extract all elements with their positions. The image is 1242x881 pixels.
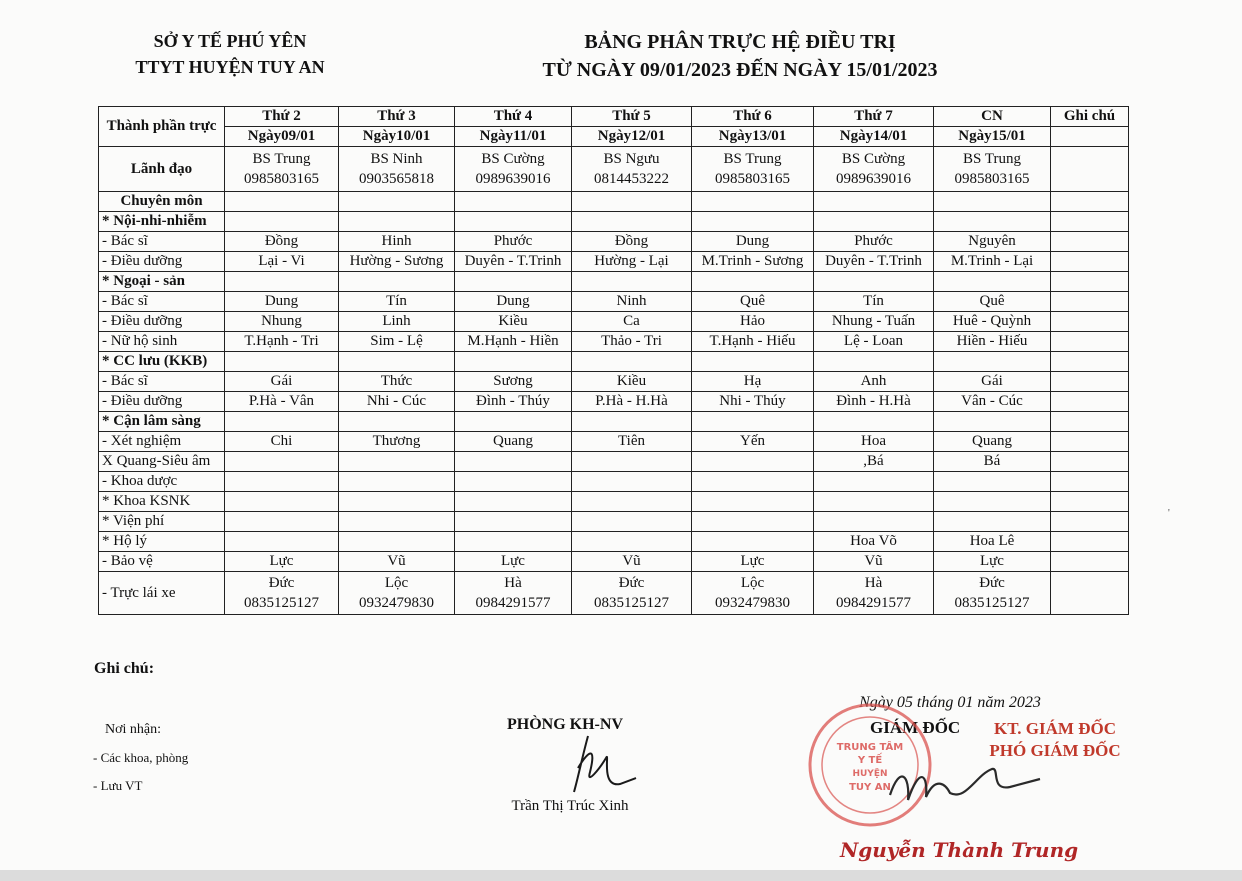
duty-cell — [225, 532, 339, 552]
org-line-1: SỞ Y TẾ PHÚ YÊN — [153, 31, 307, 51]
duty-cell: Thương — [339, 432, 455, 452]
date-row — [99, 127, 1129, 147]
notes-cell — [1051, 512, 1129, 532]
duty-cell — [225, 412, 339, 432]
driver-name: Đức — [979, 575, 1005, 591]
department-signature — [560, 728, 640, 798]
leader-phone: 0985803165 — [954, 171, 1030, 187]
duty-cell — [225, 472, 339, 492]
duty-cell — [225, 272, 339, 292]
driver-name: Đức — [618, 575, 645, 591]
duty-cell — [692, 492, 814, 512]
issuing-organization — [95, 28, 365, 80]
duty-cell: ,Bá — [814, 452, 934, 472]
notes-cell — [1051, 232, 1129, 252]
duty-cell — [814, 512, 934, 532]
leader-phone: 0989639016 — [836, 171, 911, 187]
duty-cell — [225, 352, 339, 372]
duty-cell: Lực — [692, 552, 814, 572]
table-row — [99, 452, 1129, 472]
duty-cell — [455, 492, 572, 512]
duty-cell — [339, 212, 455, 232]
notes-cell — [1051, 192, 1129, 212]
department-signer-name: Trần Thị Trúc Xinh — [511, 798, 629, 814]
header-row — [99, 107, 1129, 127]
leader-cell — [934, 147, 1051, 192]
duty-cell — [339, 272, 455, 292]
table-row — [99, 492, 1129, 512]
table-row — [99, 312, 1129, 332]
date-header: Ngày09/01 — [225, 127, 339, 147]
notes-header: Ghi chú — [1051, 107, 1129, 127]
duty-cell: M.Hạnh - Hiền — [455, 332, 572, 352]
duty-cell: Hoa Lê — [934, 532, 1051, 552]
duty-cell: Quê — [692, 292, 814, 312]
driver-name: Hà — [864, 575, 883, 591]
date-header: Ngày10/01 — [339, 127, 455, 147]
notes-cell — [1051, 332, 1129, 352]
duty-cell: Hiền - Hiếu — [934, 332, 1051, 352]
page-edge — [0, 870, 1242, 881]
duty-cell: Ca — [572, 312, 692, 332]
duty-cell — [934, 412, 1051, 432]
duty-cell — [572, 512, 692, 532]
recipient-item: - Lưu VT — [93, 778, 143, 793]
row-label: - Xét nghiệm — [99, 432, 225, 452]
duty-cell — [934, 272, 1051, 292]
svg-text:TRUNG TÂM: TRUNG TÂM — [836, 742, 904, 753]
duty-cell: Hường - Sương — [339, 252, 455, 272]
driver-cell — [814, 572, 934, 615]
duty-cell — [814, 192, 934, 212]
duty-cell: Nguyên — [934, 232, 1051, 252]
row-label: Chuyên môn — [99, 192, 225, 212]
table-row — [99, 552, 1129, 572]
duty-cell: Anh — [814, 372, 934, 392]
driver-cell — [225, 572, 339, 615]
day-header: Thứ 6 — [692, 107, 814, 127]
duty-cell: Lệ - Loan — [814, 332, 934, 352]
duty-cell: Lại - Vi — [225, 252, 339, 272]
table-row — [99, 332, 1129, 352]
driver-phone: 0835125127 — [594, 595, 669, 611]
leader-name: BS Trung — [963, 151, 1021, 167]
duty-cell: Gái — [934, 372, 1051, 392]
department-title: PHÒNG KH-NV — [507, 716, 623, 733]
table-row — [99, 432, 1129, 452]
duty-cell: Gái — [225, 372, 339, 392]
table-row — [99, 352, 1129, 372]
row-label: - Bác sĩ — [99, 232, 225, 252]
duty-cell — [339, 412, 455, 432]
duty-cell — [692, 272, 814, 292]
duty-cell — [339, 492, 455, 512]
duty-cell — [692, 472, 814, 492]
duty-cell — [225, 512, 339, 532]
driver-cell — [455, 572, 572, 615]
duty-cell: Duyên - T.Trinh — [814, 252, 934, 272]
duty-cell: Lực — [225, 552, 339, 572]
deputy-line-2: PHÓ GIÁM ĐỐC — [989, 741, 1121, 760]
day-header: Thứ 5 — [572, 107, 692, 127]
leader-phone: 0903565818 — [359, 171, 434, 187]
table-row — [99, 532, 1129, 552]
duty-cell: Lực — [455, 552, 572, 572]
table-row — [99, 252, 1129, 272]
driver-phone: 0835125127 — [954, 595, 1030, 611]
leader-phone: 0985803165 — [715, 171, 790, 187]
duty-cell: Thức — [339, 372, 455, 392]
recipients-title: Nơi nhận: — [105, 722, 162, 737]
duty-cell — [455, 352, 572, 372]
driver-phone: 0835125127 — [244, 595, 319, 611]
duty-cell — [692, 532, 814, 552]
duty-cell — [934, 352, 1051, 372]
row-label: * Cận lâm sàng — [99, 412, 225, 432]
duty-cell — [455, 472, 572, 492]
notes-cell — [1051, 472, 1129, 492]
table-row — [99, 412, 1129, 432]
notes-cell — [1051, 432, 1129, 452]
notes-cell — [1051, 292, 1129, 312]
corner-header: Thành phần trực — [99, 107, 225, 147]
notes-cell — [1051, 552, 1129, 572]
leader-cell — [814, 147, 934, 192]
duty-cell: Vũ — [814, 552, 934, 572]
duty-cell — [455, 532, 572, 552]
duty-cell: P.Hà - Vân — [225, 392, 339, 412]
duty-cell: Nhi - Thúy — [692, 392, 814, 412]
leader-cell — [455, 147, 572, 192]
notes-cell — [1051, 272, 1129, 292]
leader-name: BS Ngưu — [603, 151, 660, 167]
notes-cell — [1051, 572, 1129, 615]
duty-cell: Kiều — [572, 372, 692, 392]
duty-cell: Nhung — [225, 312, 339, 332]
duty-cell — [455, 512, 572, 532]
duty-cell: Bá — [934, 452, 1051, 472]
leadership-row — [99, 147, 1129, 192]
duty-cell — [339, 512, 455, 532]
table-row — [99, 472, 1129, 492]
duty-cell: Huê - Quỳnh — [934, 312, 1051, 332]
duty-cell: Đình - H.Hà — [814, 392, 934, 412]
notes-cell — [1051, 252, 1129, 272]
row-label: - Trực lái xe — [99, 572, 225, 615]
driver-name: Đức — [268, 575, 295, 591]
duty-cell: Dung — [225, 292, 339, 312]
duty-cell — [934, 492, 1051, 512]
duty-cell — [339, 472, 455, 492]
table-row — [99, 292, 1129, 312]
driver-name: Lộc — [740, 575, 765, 591]
duty-cell: Sương — [455, 372, 572, 392]
leader-cell — [692, 147, 814, 192]
director-signature — [880, 745, 1050, 825]
notes-cell — [1051, 212, 1129, 232]
duty-cell — [455, 412, 572, 432]
duty-cell: Dung — [455, 292, 572, 312]
title-line-1: BẢNG PHÂN TRỰC HỆ ĐIỀU TRỊ — [584, 31, 896, 53]
duty-schedule-table — [98, 106, 1129, 615]
duty-cell: Hảo — [692, 312, 814, 332]
driver-cell — [692, 572, 814, 615]
org-line-2: TTYT HUYỆN TUY AN — [135, 57, 325, 77]
margin-mark: ' — [1168, 508, 1170, 519]
duty-cell: Vũ — [572, 552, 692, 572]
recipient-item: - Các khoa, phòng — [93, 750, 189, 765]
duty-cell: Linh — [339, 312, 455, 332]
duty-cell — [572, 492, 692, 512]
duty-cell — [934, 212, 1051, 232]
row-label: * Khoa KSNK — [99, 492, 225, 512]
date-header: Ngày12/01 — [572, 127, 692, 147]
duty-cell — [455, 212, 572, 232]
table-row — [99, 272, 1129, 292]
duty-cell — [692, 412, 814, 432]
duty-cell — [692, 192, 814, 212]
duty-cell: Đồng — [572, 232, 692, 252]
row-label: * Nội-nhi-nhiễm — [99, 212, 225, 232]
row-label: - Bác sĩ — [99, 292, 225, 312]
driver-name: Lộc — [384, 575, 409, 591]
row-label: * CC lưu (KKB) — [99, 352, 225, 372]
duty-cell: Quê — [934, 292, 1051, 312]
duty-cell: P.Hà - H.Hà — [572, 392, 692, 412]
notes-cell — [1051, 127, 1129, 147]
duty-cell: Thảo - Tri — [572, 332, 692, 352]
duty-cell: Chi — [225, 432, 339, 452]
row-label: - Nữ hộ sinh — [99, 332, 225, 352]
row-label: - Điều dưỡng — [99, 392, 225, 412]
duty-cell — [572, 352, 692, 372]
driver-name: Hà — [504, 575, 522, 591]
leader-cell — [339, 147, 455, 192]
date-header: Ngày13/01 — [692, 127, 814, 147]
duty-cell — [692, 452, 814, 472]
date-header: Ngày15/01 — [934, 127, 1051, 147]
notes-cell — [1051, 532, 1129, 552]
duty-cell: Hoa Võ — [814, 532, 934, 552]
duty-cell — [572, 412, 692, 432]
duty-cell: Quang — [455, 432, 572, 452]
driver-phone: 0984291577 — [475, 595, 551, 611]
driver-cell — [339, 572, 455, 615]
duty-cell — [814, 212, 934, 232]
duty-cell: Tiên — [572, 432, 692, 452]
notes-cell — [1051, 147, 1129, 192]
row-label: - Bác sĩ — [99, 372, 225, 392]
driver-row — [99, 572, 1129, 615]
notes-cell — [1051, 452, 1129, 472]
duty-cell — [814, 272, 934, 292]
duty-cell: T.Hạnh - Hiếu — [692, 332, 814, 352]
notes-cell — [1051, 372, 1129, 392]
notes-cell — [1051, 352, 1129, 372]
duty-cell — [455, 192, 572, 212]
duty-cell: Phước — [455, 232, 572, 252]
duty-cell — [572, 212, 692, 232]
duty-cell: Vũ — [339, 552, 455, 572]
notes-cell — [1051, 492, 1129, 512]
svg-text:HUYỆN: HUYỆN — [852, 769, 888, 779]
duty-cell — [934, 192, 1051, 212]
director-title: GIÁM ĐỐC — [870, 718, 961, 737]
duty-cell — [339, 452, 455, 472]
duty-cell: Ninh — [572, 292, 692, 312]
table-row — [99, 212, 1129, 232]
duty-cell — [455, 452, 572, 472]
duty-cell: M.Trinh - Sương — [692, 252, 814, 272]
duty-cell: Hường - Lại — [572, 252, 692, 272]
leader-name: BS Ninh — [370, 151, 423, 167]
duty-cell — [572, 532, 692, 552]
driver-cell — [572, 572, 692, 615]
duty-cell — [572, 192, 692, 212]
day-header: Thứ 4 — [455, 107, 572, 127]
notes-cell — [1051, 312, 1129, 332]
duty-cell: M.Trinh - Lại — [934, 252, 1051, 272]
leader-phone: 0814453222 — [594, 171, 669, 187]
duty-cell — [934, 472, 1051, 492]
document-title — [470, 28, 1010, 84]
signing-date: Ngày 05 tháng 01 năm 2023 — [859, 694, 1041, 711]
day-header: CN — [934, 107, 1051, 127]
row-label: Lãnh đạo — [99, 147, 225, 192]
duty-cell: Dung — [692, 232, 814, 252]
leader-cell — [572, 147, 692, 192]
notes-cell — [1051, 412, 1129, 432]
day-header: Thứ 7 — [814, 107, 934, 127]
driver-phone: 0932479830 — [359, 595, 434, 611]
duty-cell: Quang — [934, 432, 1051, 452]
duty-cell — [339, 192, 455, 212]
duty-cell — [692, 512, 814, 532]
svg-text:Y TẾ: Y TẾ — [857, 755, 883, 766]
day-header: Thứ 3 — [339, 107, 455, 127]
duty-cell — [814, 412, 934, 432]
duty-cell — [814, 352, 934, 372]
duty-cell — [225, 492, 339, 512]
leader-name: BS Trung — [723, 151, 782, 167]
duty-cell: Hinh — [339, 232, 455, 252]
leader-name: BS Trung — [252, 151, 311, 167]
duty-cell: Duyên - T.Trinh — [455, 252, 572, 272]
row-label: - Bảo vệ — [99, 552, 225, 572]
duty-cell — [814, 492, 934, 512]
duty-cell: Sim - Lệ — [339, 332, 455, 352]
duty-cell: Lực — [934, 552, 1051, 572]
duty-cell: Hoa — [814, 432, 934, 452]
row-label: - Khoa dược — [99, 472, 225, 492]
duty-cell: Tín — [339, 292, 455, 312]
duty-cell: Kiều — [455, 312, 572, 332]
row-label: * Ngoại - sản — [99, 272, 225, 292]
leader-name: BS Cường — [841, 151, 906, 167]
row-label: - Điều dưỡng — [99, 252, 225, 272]
duty-cell — [934, 512, 1051, 532]
duty-cell: Phước — [814, 232, 934, 252]
table-row — [99, 232, 1129, 252]
duty-cell — [572, 472, 692, 492]
duty-cell: Vân - Cúc — [934, 392, 1051, 412]
duty-cell: Nhung - Tuấn — [814, 312, 934, 332]
driver-cell — [934, 572, 1051, 615]
leader-cell — [225, 147, 339, 192]
leader-phone: 0989639016 — [475, 171, 551, 187]
day-header: Thứ 2 — [225, 107, 339, 127]
svg-text:TUY AN: TUY AN — [849, 782, 891, 793]
duty-cell: Đình - Thúy — [455, 392, 572, 412]
table-row — [99, 512, 1129, 532]
notes-label: Ghi chú: — [94, 660, 155, 677]
duty-cell — [572, 452, 692, 472]
duty-cell — [225, 192, 339, 212]
driver-phone: 0984291577 — [836, 595, 911, 611]
director-signer-name: Nguyễn Thành Trung — [840, 838, 1079, 862]
title-line-2: TỪ NGÀY 09/01/2023 ĐẾN NGÀY 15/01/2023 — [542, 59, 938, 81]
leader-phone: 0985803165 — [244, 171, 319, 187]
duty-cell: Hạ — [692, 372, 814, 392]
driver-phone: 0932479830 — [715, 595, 790, 611]
duty-cell: Tín — [814, 292, 934, 312]
duty-cell — [692, 352, 814, 372]
notes-cell — [1051, 392, 1129, 412]
duty-cell: Nhi - Cúc — [339, 392, 455, 412]
duty-cell: T.Hạnh - Tri — [225, 332, 339, 352]
duty-cell — [814, 472, 934, 492]
duty-cell — [455, 272, 572, 292]
table-row — [99, 392, 1129, 412]
duty-cell — [572, 272, 692, 292]
table-row — [99, 372, 1129, 392]
date-header: Ngày11/01 — [455, 127, 572, 147]
duty-cell: Yến — [692, 432, 814, 452]
duty-cell — [225, 212, 339, 232]
row-label: - Điều dưỡng — [99, 312, 225, 332]
row-label: * Viện phí — [99, 512, 225, 532]
duty-cell — [225, 452, 339, 472]
duty-cell — [339, 532, 455, 552]
duty-cell: Đồng — [225, 232, 339, 252]
row-label: * Hộ lý — [99, 532, 225, 552]
table-row — [99, 192, 1129, 212]
duty-cell — [339, 352, 455, 372]
date-header: Ngày14/01 — [814, 127, 934, 147]
leader-name: BS Cường — [481, 151, 545, 167]
duty-cell — [692, 212, 814, 232]
row-label: X Quang-Siêu âm — [99, 452, 225, 472]
deputy-line-1: KT. GIÁM ĐỐC — [994, 719, 1116, 738]
recipients-block — [93, 716, 188, 800]
